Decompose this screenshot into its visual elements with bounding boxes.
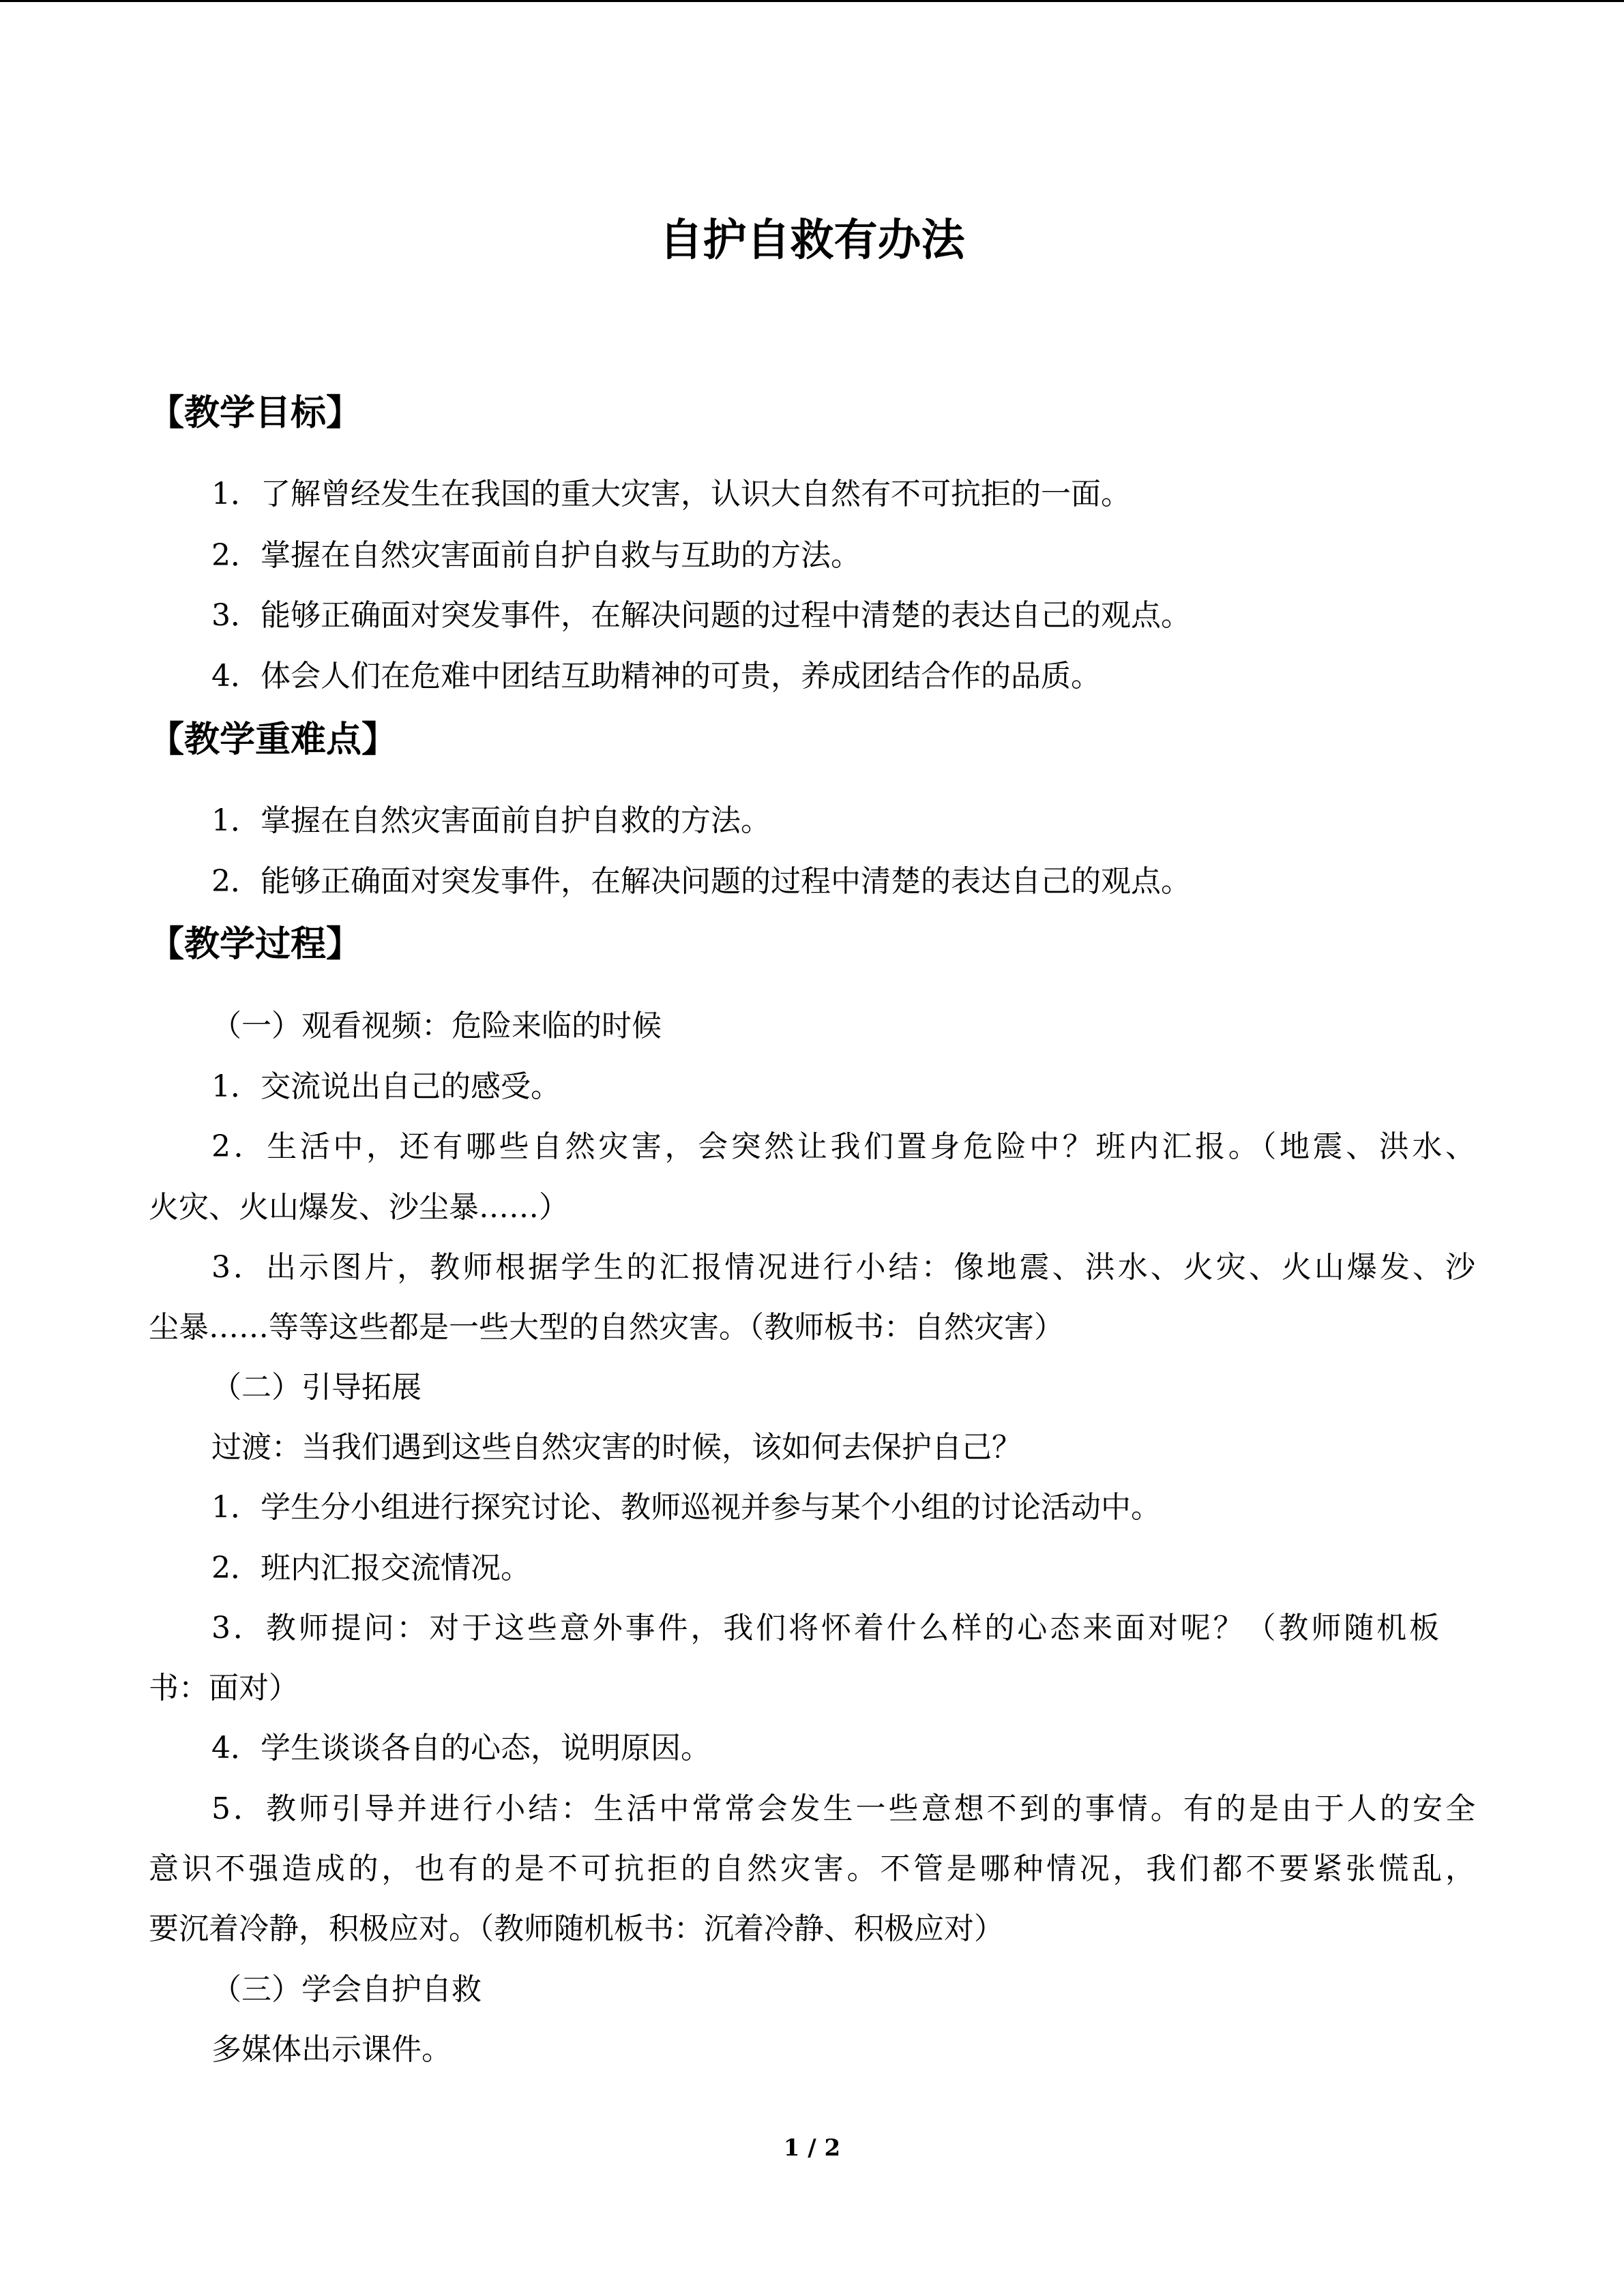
key-point-item-2: 2．能够正确面对突发事件，在解决问题的过程中清楚的表达自己的观点。 (211, 864, 1191, 899)
process-line: 多媒体出示课件。 (211, 2032, 452, 2067)
process-line: 意识不强造成的，也有的是不可抗拒的自然灾害。不管是哪种情况，我们都不要紧张慌乱， (149, 1851, 1475, 1886)
section-heading-process: 【教学过程】 (149, 924, 362, 965)
process-line: 火灾、火山爆发、沙尘暴……） (149, 1190, 569, 1225)
process-line: 3．出示图片，教师根据学生的汇报情况进行小结：像地震、洪水、火灾、火山爆发、沙 (211, 1250, 1475, 1285)
process-line: 2．班内汇报交流情况。 (211, 1551, 531, 1585)
process-subheading-2: （二）引导拓展 (211, 1370, 422, 1405)
process-subheading-1: （一）观看视频：危险来临的时候 (211, 1009, 662, 1043)
goal-item-1: 1．了解曾经发生在我国的重大灾害，认识大自然有不可抗拒的一面。 (211, 477, 1131, 511)
process-line: 书：面对） (149, 1671, 299, 1705)
goal-item-4: 4．体会人们在危难中团结互助精神的可贵，养成团结合作的品质。 (211, 659, 1101, 694)
process-line: 过渡：当我们遇到这些自然灾害的时候，该如何去保护自己？ (211, 1430, 1022, 1465)
process-line: 2．生活中，还有哪些自然灾害，会突然让我们置身危险中？班内汇报。（地震、洪水、 (211, 1129, 1475, 1164)
process-line: 5．教师引导并进行小结：生活中常常会发生一些意想不到的事情。有的是由于人的安全 (211, 1791, 1475, 1826)
process-line: 4．学生谈谈各自的心态，说明原因。 (211, 1731, 711, 1765)
document-title: 自护自救有办法 (659, 215, 965, 266)
section-heading-goals: 【教学目标】 (149, 393, 362, 434)
section-heading-key-points: 【教学重难点】 (149, 719, 398, 760)
key-point-item-1: 1．掌握在自然灾害面前自护自救的方法。 (211, 803, 771, 838)
top-border-divider (0, 0, 1624, 2)
goal-item-2: 2．掌握在自然灾害面前自护自救与互助的方法。 (211, 538, 861, 573)
process-line: 1．学生分小组进行探究讨论、教师巡视并参与某个小组的讨论活动中。 (211, 1490, 1161, 1525)
goal-item-3: 3．能够正确面对突发事件，在解决问题的过程中清楚的表达自己的观点。 (211, 598, 1191, 633)
process-line: 1．交流说出自己的感受。 (211, 1069, 561, 1104)
process-subheading-3: （三）学会自护自救 (211, 1972, 482, 2007)
page-number: 1 / 2 (783, 2134, 841, 2162)
process-line: 尘暴……等等这些都是一些大型的自然灾害。（教师板书：自然灾害） (149, 1310, 1064, 1345)
process-line: 要沉着冷静，积极应对。（教师随机板书：沉着冷静、积极应对） (149, 1911, 1004, 1946)
process-line: 3．教师提问：对于这些意外事件，我们将怀着什么样的心态来面对呢？（教师随机板 (211, 1611, 1439, 1645)
